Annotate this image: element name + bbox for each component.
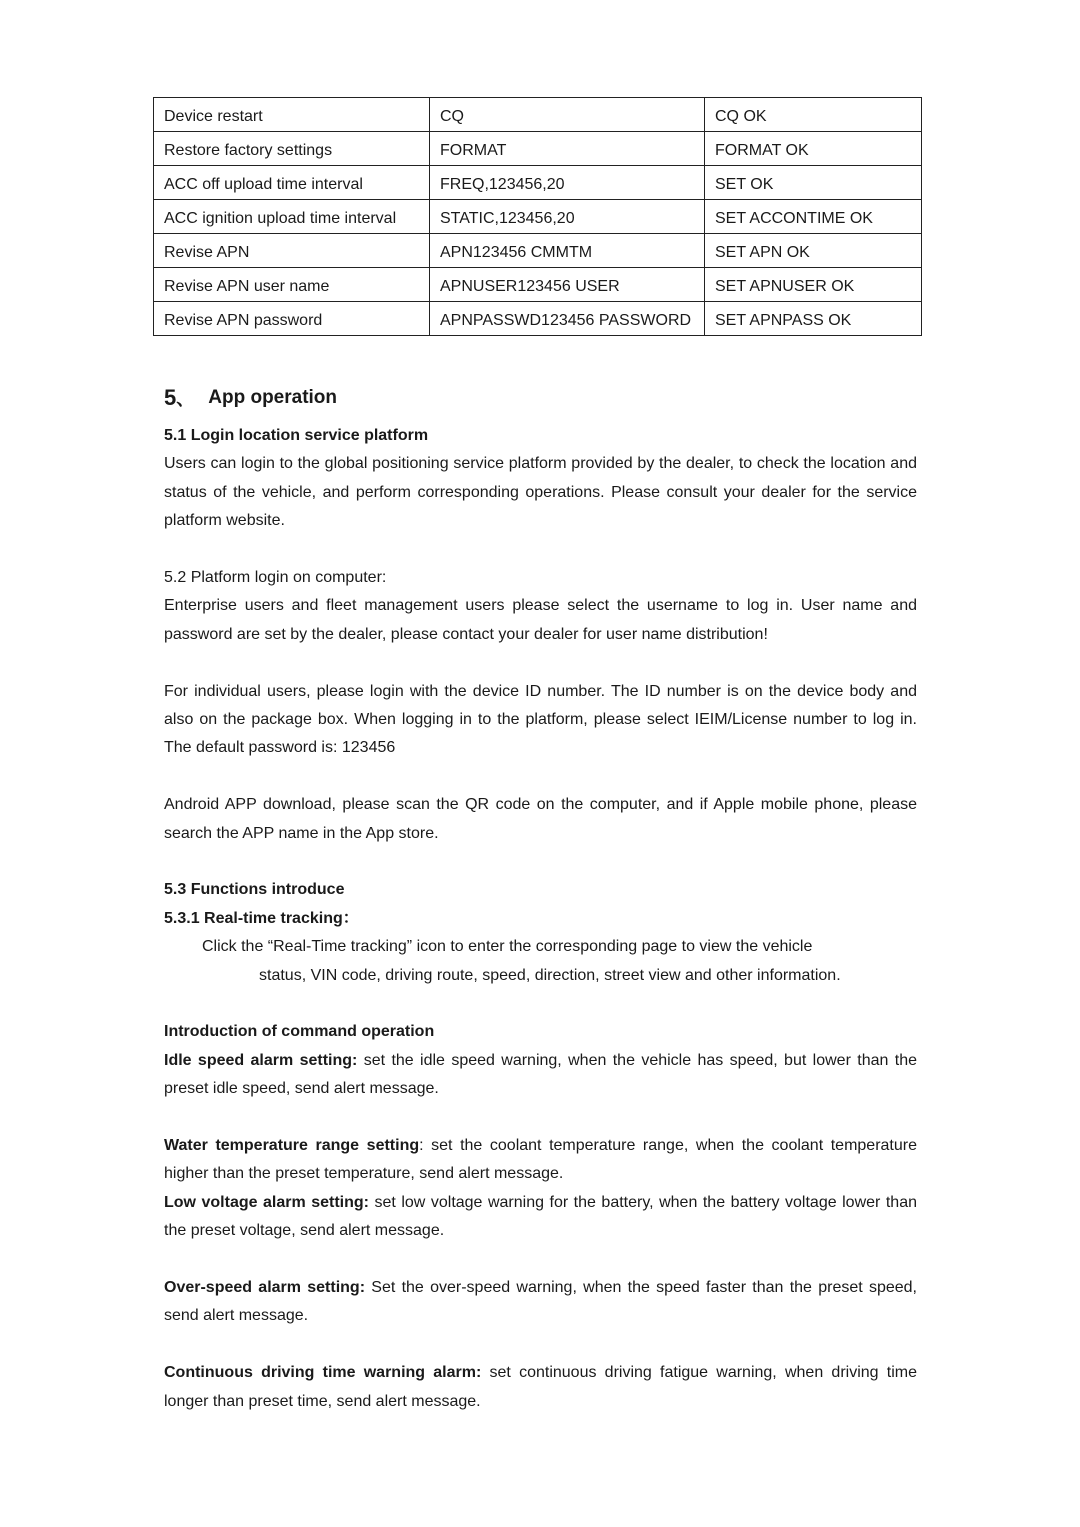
section-content <box>164 382 917 1416</box>
section-separator: 、 <box>176 389 195 409</box>
command-cell: CQ <box>430 98 705 132</box>
table-row <box>154 234 922 268</box>
item-low-voltage <box>164 1189 917 1246</box>
reply-cell: SET APNPASS OK <box>705 302 922 336</box>
table-row <box>154 302 922 336</box>
section-number: 5 <box>164 385 177 410</box>
function-cell: Restore factory settings <box>154 132 430 166</box>
section-heading <box>164 382 917 414</box>
command-cell: FREQ,123456,20 <box>430 166 705 200</box>
reply-cell: SET OK <box>705 166 922 200</box>
paragraph-enterprise-login: Enterprise users and fleet management users please select the username to log in. User name and password are set by the dealer, please contact your dealer for user name distribution! <box>164 597 917 643</box>
item-text: set low voltage warning for the battery, when the battery voltage lower than the preset voltage, send alert message. <box>164 1193 918 1240</box>
item-label: Over-speed alarm setting: <box>164 1279 366 1297</box>
subsection-heading-5-2: 5.2 Platform login on computer: <box>164 569 387 587</box>
item-water-temperature <box>164 1132 917 1189</box>
table-row <box>154 166 922 200</box>
function-cell: Revise APN user name <box>154 268 430 302</box>
reply-cell: SET APNUSER OK <box>705 268 922 302</box>
subsection-heading-5-3-1: 5.3.1 Real-time tracking： <box>164 909 359 927</box>
command-table <box>153 97 922 336</box>
command-cell: STATIC,123456,20 <box>430 200 705 234</box>
item-idle-speed <box>164 1047 917 1104</box>
reply-cell: CQ OK <box>705 98 922 132</box>
paragraph-realtime-line2: status, VIN code, driving route, speed, direction, street view and other information. <box>259 966 841 984</box>
reply-cell: FORMAT OK <box>705 132 922 166</box>
table-row <box>154 98 922 132</box>
table-row <box>154 200 922 234</box>
function-cell: Revise APN password <box>154 302 430 336</box>
table-row <box>154 268 922 302</box>
command-cell: APNUSER123456 USER <box>430 268 705 302</box>
function-cell: Revise APN <box>154 234 430 268</box>
paragraph-individual-login: For individual users, please login with the device ID number. The ID number is on the device body and also on the package box. When logging in to the platform, please select IEIM/License number to log in. The default password is: 123456 <box>164 682 917 757</box>
item-label: Water temperature range setting <box>164 1137 420 1155</box>
function-cell: Device restart <box>154 98 430 132</box>
function-cell: ACC off upload time interval <box>154 166 430 200</box>
subsection-heading-5-3: 5.3 Functions introduce <box>164 881 345 899</box>
command-cell: FORMAT <box>430 132 705 166</box>
reply-cell: SET ACCONTIME OK <box>705 200 922 234</box>
paragraph-app-download: Android APP download, please scan the QR code on the computer, and if Apple mobile phone, please search the APP name in the App store. <box>164 796 917 842</box>
section-title: App operation <box>208 387 338 408</box>
paragraph-login-platform: Users can login to the global positioning service platform provided by the dealer, to check the location and status of the vehicle, and perform corresponding operations. Please consult your dealer for the service platform website. <box>164 455 917 530</box>
item-label: Continuous driving time warning alarm: <box>164 1364 482 1382</box>
table-row <box>154 132 922 166</box>
paragraph-realtime-line1: Click the “Real-Time tracking” icon to enter the corresponding page to view the vehicle <box>202 938 813 956</box>
subsection-heading-5-1: 5.1 Login location service platform <box>164 427 429 444</box>
item-text: set continuous driving fatigue warning, when driving time longer than preset time, send alert message. <box>164 1364 917 1410</box>
command-cell: APN123456 CMMTM <box>430 234 705 268</box>
command-cell: APNPASSWD123456 PASSWORD <box>430 302 705 336</box>
item-label: Low voltage alarm setting: <box>164 1193 369 1211</box>
item-text: set the idle speed warning, when the vehicle has speed, but lower than the preset idle speed, send alert message. <box>164 1051 918 1098</box>
item-continuous-driving <box>164 1359 917 1416</box>
item-text: Set the over-speed warning, when the speed faster than the preset speed, send alert message. <box>164 1279 917 1325</box>
command-intro-heading: Introduction of command operation <box>164 1023 435 1041</box>
item-label: Idle speed alarm setting: <box>164 1051 358 1069</box>
reply-cell: SET APN OK <box>705 234 922 268</box>
item-text: : set the coolant temperature range, when the coolant temperature higher than the preset temperature, send alert message. <box>164 1137 917 1183</box>
function-cell: ACC ignition upload time interval <box>154 200 430 234</box>
item-over-speed <box>164 1274 917 1331</box>
